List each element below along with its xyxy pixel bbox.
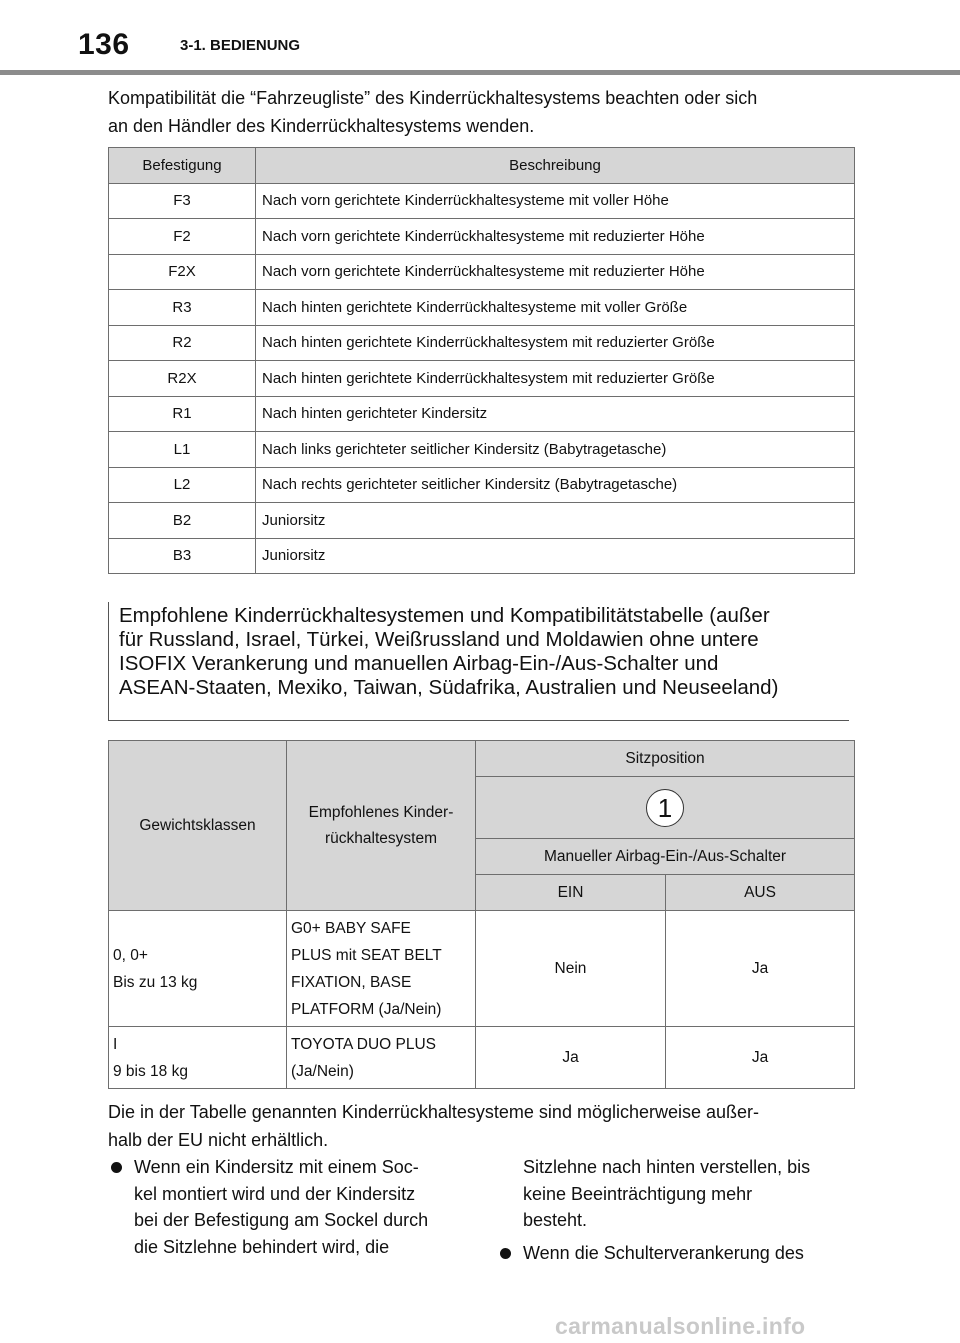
switch-on-header: EIN	[476, 875, 666, 911]
bullet-icon	[111, 1162, 122, 1173]
table-row	[109, 503, 855, 539]
note-line: halb der EU nicht erhältlich.	[108, 1130, 329, 1150]
fixture-description: Nach vorn gerichtete Kinderrückhaltesysteme mit reduzierter Höhe	[256, 254, 855, 290]
fixture-code: R2	[109, 325, 256, 361]
column-header: Befestigung	[109, 148, 256, 184]
weight-class-line: 0, 0+	[113, 946, 148, 964]
fixture-code: L1	[109, 432, 256, 468]
fixture-table	[108, 147, 855, 574]
bullet-line: Sitzlehne nach hinten verstellen, bis	[523, 1157, 811, 1177]
switch-off-value: Ja	[666, 911, 855, 1027]
intro-paragraph	[108, 84, 757, 140]
weight-class-header: Gewichtsklassen	[109, 741, 287, 911]
crs-cell	[287, 911, 476, 1027]
table-row	[109, 325, 855, 361]
table-header-row	[109, 741, 855, 777]
airbag-switch-header: Manueller Airbag-Ein-/Aus-Schalter	[476, 839, 855, 875]
crs-line: PLUS mit SEAT BELT	[291, 946, 442, 964]
bullet-item	[134, 1154, 474, 1260]
intro-line: an den Händler des Kinderrückhaltesystems wenden.	[108, 116, 535, 136]
seat-position-header: Sitzposition	[476, 741, 855, 777]
fixture-code: R2X	[109, 361, 256, 397]
fixture-description: Nach hinten gerichteter Kindersitz	[256, 396, 855, 432]
weight-class-line: 9 bis 18 kg	[113, 1062, 188, 1080]
fixture-description: Juniorsitz	[256, 538, 855, 574]
crs-cell	[287, 1027, 476, 1089]
column-header: Beschreibung	[256, 148, 855, 184]
fixture-code: B2	[109, 503, 256, 539]
crs-header-line: rückhaltesystem	[325, 829, 437, 847]
switch-off-header: AUS	[666, 875, 855, 911]
table-row	[109, 432, 855, 468]
crs-line: FIXATION, BASE	[291, 973, 412, 991]
bullet-line: kel montiert wird und der Kindersitz	[134, 1183, 416, 1204]
section-title-text	[119, 604, 849, 700]
weight-class-cell	[109, 1027, 287, 1089]
seat-number-cell	[476, 777, 855, 839]
note-line: Die in der Tabelle genannten Kinderrückhaltesysteme sind möglicherweise außer-	[108, 1102, 760, 1122]
table-row	[109, 1027, 855, 1089]
bullet-line: Wenn ein Kindersitz mit einem Soc-	[134, 1157, 419, 1177]
fixture-code: F3	[109, 183, 256, 219]
crs-header-line: Empfohlenes Kinder-	[308, 803, 454, 821]
bullet-line: Wenn die Schulterverankerung des	[523, 1243, 804, 1263]
weight-class-line: Bis zu 13 kg	[113, 973, 198, 991]
table-row	[109, 538, 855, 574]
crs-header	[287, 741, 476, 911]
table-row	[109, 219, 855, 255]
section-title-line: für Russland, Israel, Türkei, Weißrussland und Moldawien ohne untere	[119, 628, 759, 651]
fixture-code: F2X	[109, 254, 256, 290]
header-rule	[0, 70, 960, 75]
switch-on-value: Ja	[476, 1027, 666, 1089]
table-row	[109, 467, 855, 503]
seat-number-badge: 1	[646, 789, 684, 827]
fixture-code: R3	[109, 290, 256, 326]
fixture-description: Nach hinten gerichtete Kinderrückhaltesysteme mit voller Größe	[256, 290, 855, 326]
crs-line: (Ja/Nein)	[291, 1062, 354, 1080]
fixture-description: Nach links gerichteter seitlicher Kindersitz (Babytragetasche)	[256, 432, 855, 468]
fixture-description: Nach rechts gerichteter seitlicher Kindersitz (Babytragetasche)	[256, 467, 855, 503]
bullet-line: besteht.	[523, 1210, 588, 1230]
bullet-line: die Sitzlehne behindert wird, die	[134, 1236, 390, 1257]
fixture-code: L2	[109, 467, 256, 503]
table-row	[109, 396, 855, 432]
table-row	[109, 361, 855, 397]
crs-line: TOYOTA DUO PLUS	[291, 1035, 436, 1053]
crs-line: PLATFORM (Ja/Nein)	[291, 1000, 442, 1018]
fixture-description: Nach vorn gerichtete Kinderrückhaltesysteme mit voller Höhe	[256, 183, 855, 219]
fixture-description: Nach hinten gerichtete Kinderrückhaltesystem mit reduzierter Größe	[256, 325, 855, 361]
watermark: carmanualsonline.info	[555, 1313, 806, 1339]
bullet-continuation	[523, 1154, 863, 1234]
section-heading: 3-1. BEDIENUNG	[180, 37, 301, 54]
availability-note	[108, 1098, 759, 1154]
intro-line: Kompatibilität die “Fahrzeugliste” des Kinderrückhaltesystems beachten oder sich	[108, 88, 758, 108]
compatibility-section-title	[108, 602, 849, 721]
compatibility-table	[108, 740, 855, 1089]
page-number: 136	[78, 28, 130, 61]
table-row	[109, 911, 855, 1027]
fixture-description: Juniorsitz	[256, 503, 855, 539]
table-row	[109, 254, 855, 290]
switch-off-value: Ja	[666, 1027, 855, 1089]
fixture-description: Nach vorn gerichtete Kinderrückhaltesysteme mit reduzierter Höhe	[256, 219, 855, 255]
bullet-line: bei der Befestigung am Sockel durch	[134, 1210, 429, 1230]
bullet-icon	[500, 1248, 511, 1259]
fixture-description: Nach hinten gerichtete Kinderrückhaltesystem mit reduzierter Größe	[256, 361, 855, 397]
weight-class-line: I	[113, 1035, 118, 1053]
table-header-row	[109, 148, 855, 184]
bullet-item	[523, 1240, 863, 1267]
table-row	[109, 183, 855, 219]
switch-on-value: Nein	[476, 911, 666, 1027]
fixture-code: B3	[109, 538, 256, 574]
bullet-line: keine Beeinträchtigung mehr	[523, 1183, 753, 1204]
table-row	[109, 290, 855, 326]
crs-line: G0+ BABY SAFE	[291, 919, 411, 937]
weight-class-cell	[109, 911, 287, 1027]
section-title-line: ASEAN-Staaten, Mexiko, Taiwan, Südafrika, Australien und Neuseeland)	[119, 676, 779, 699]
fixture-code: R1	[109, 396, 256, 432]
fixture-code: F2	[109, 219, 256, 255]
section-title-line: ISOFIX Verankerung und manuellen Airbag-Ein-/Aus-Schalter und	[119, 652, 719, 675]
section-title-line: Empfohlene Kinderrückhaltesystemen und Kompatibilitätstabelle (außer	[119, 604, 770, 627]
